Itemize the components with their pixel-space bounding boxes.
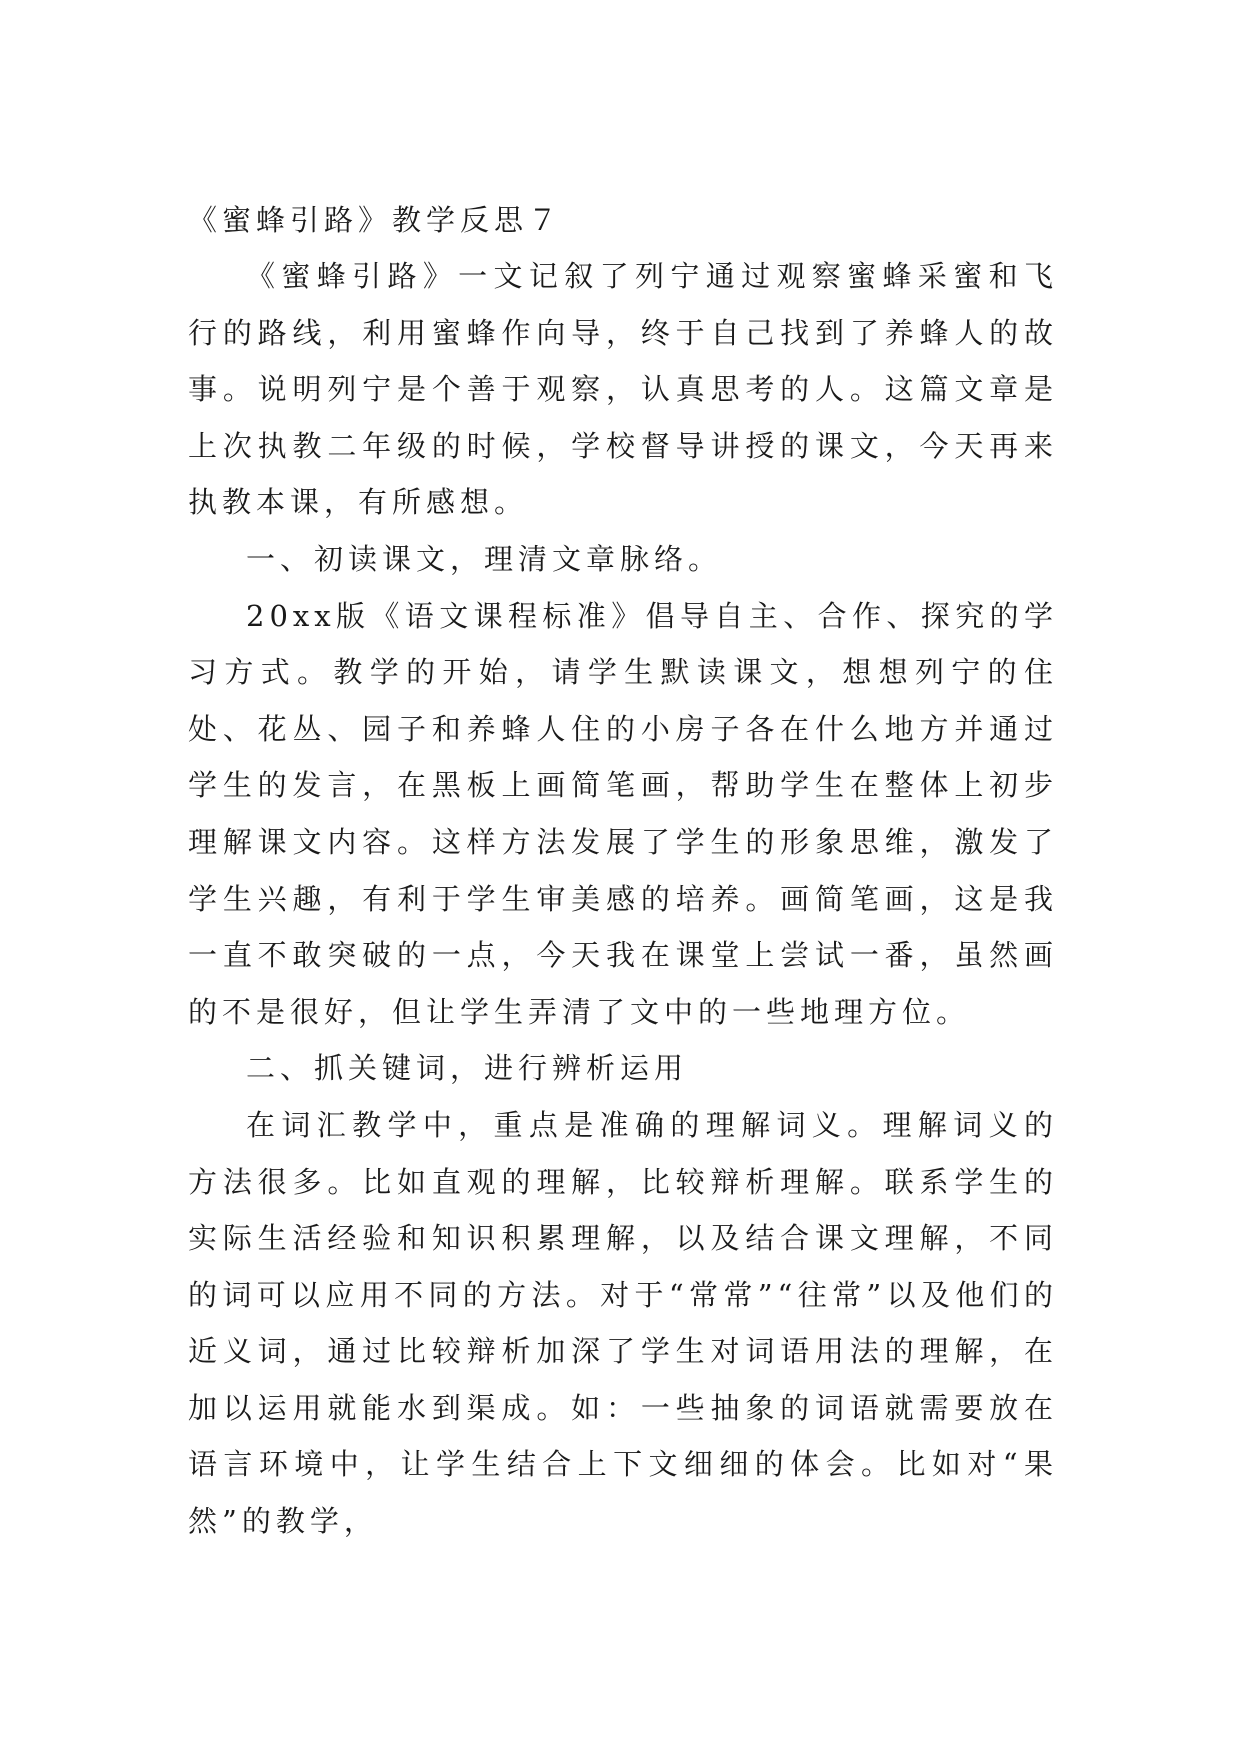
- paragraph-section-2: 在词汇教学中，重点是准确的理解词义。理解词义的方法很多。比如直观的理解，比较辩析理解。联系学生的实际生活经验和知识积累理解，以及结合课文理解，不同的词可以应用不同的方法。对于“常常”“往常”以及他们的近义词，通过比较辩析加深了学生对词语用法的理解，在加以运用就能水到渠成。如：一些抽象的词语就需要放在语言环境中，让学生结合上下文细细的体会。比如对“果然”的教学，: [188, 1107, 1058, 1539]
- paragraph-intro: 《蜜蜂引路》一文记叙了列宁通过观察蜜蜂采蜜和飞行的路线，利用蜜蜂作向导，终于自己找到了养蜂人的故事。说明列宁是个善于观察，认真思考的人。这篇文章是上次执教二年级的时候，学校督导讲授的课文，今天再来执教本课，有所感想。: [188, 259, 1058, 520]
- document-body: [188, 192, 1058, 1550]
- document-title: 《蜜蜂引路》教学反思７: [188, 203, 563, 237]
- paragraph-section-1: 20xx版《语文课程标准》倡导自主、合作、探究的学习方式。教学的开始，请学生默读课文，想想列宁的住处、花丛、园子和养蜂人住的小房子各在什么地方并通过学生的发言，在黑板上画简笔画，帮助学生在整体上初步理解课文内容。这样方法发展了学生的形象思维，激发了学生兴趣，有利于学生审美感的培养。画简笔画，这是我一直不敢突破的一点，今天我在课堂上尝试一番，虽然画的不是很好，但让学生弄清了文中的一些地理方位。: [188, 598, 1058, 1029]
- section-heading-1: 一、初读课文，理清文章脉络。: [246, 541, 723, 576]
- section-heading-2: 二、抓关键词，进行辨析运用: [246, 1051, 689, 1086]
